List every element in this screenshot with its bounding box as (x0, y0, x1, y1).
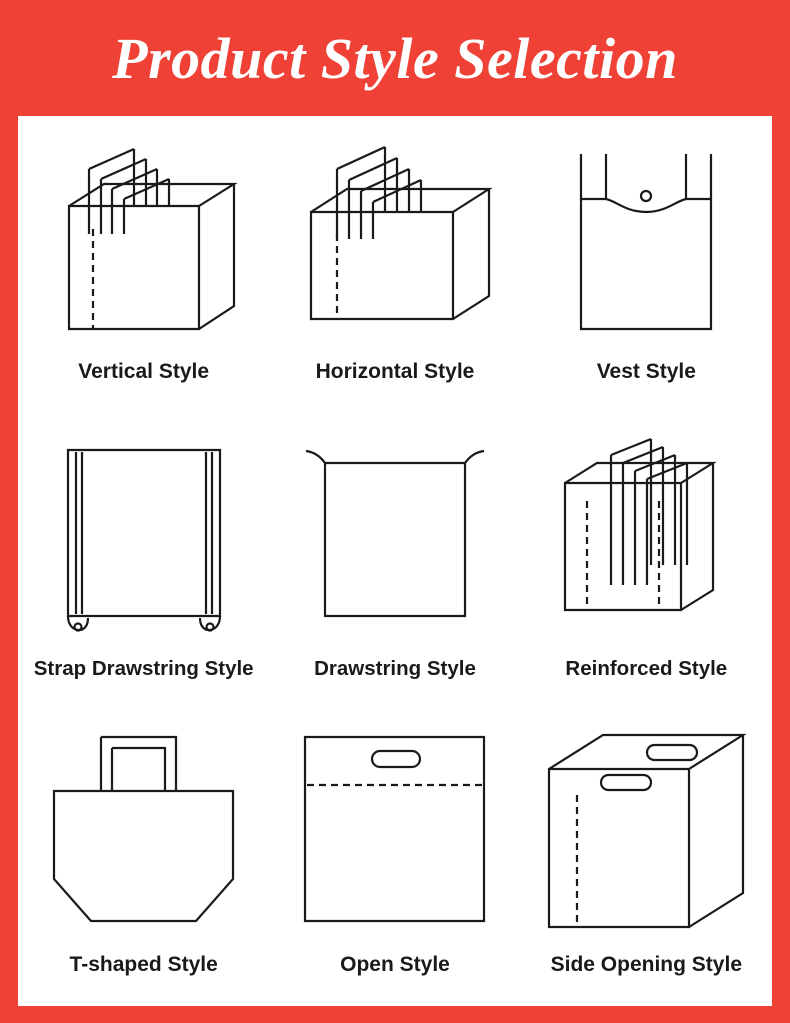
open-bag-icon (275, 719, 515, 949)
strap-drawstring-bag-icon (24, 423, 264, 653)
vest-bag-icon (526, 126, 766, 356)
t-shaped-bag-icon (24, 719, 264, 949)
style-card-vest[interactable] (521, 116, 772, 413)
reinforced-bag-icon (526, 423, 766, 653)
style-label-t-shaped: T-shaped Style (69, 953, 218, 977)
page-title: Product Style Selection (112, 25, 678, 91)
style-label-side-opening: Side Opening Style (550, 953, 742, 977)
drawstring-bag-icon (275, 423, 515, 653)
style-label-vertical: Vertical Style (78, 360, 210, 383)
style-card-open[interactable] (269, 709, 520, 1006)
horizontal-bag-icon (275, 126, 515, 356)
style-label-open: Open Style (340, 953, 450, 977)
style-card-horizontal[interactable] (269, 116, 520, 413)
style-card-drawstring[interactable] (269, 413, 520, 710)
style-card-vertical[interactable] (18, 116, 269, 413)
style-label-strap-drawstring: Strap Drawstring Style (33, 656, 254, 680)
styles-panel (18, 116, 772, 1006)
style-label-vest: Vest Style (596, 360, 696, 383)
vertical-bag-icon (24, 126, 264, 356)
style-card-side-opening[interactable] (521, 709, 772, 1006)
style-card-t-shaped[interactable] (18, 709, 269, 1006)
style-label-reinforced: Reinforced Style (565, 656, 728, 680)
side-opening-bag-icon (526, 719, 766, 949)
style-label-drawstring: Drawstring Style (314, 656, 476, 680)
style-card-strap-drawstring[interactable] (18, 413, 269, 710)
style-label-horizontal: Horizontal Style (315, 360, 475, 383)
styles-grid (18, 116, 772, 1006)
style-card-reinforced[interactable] (521, 413, 772, 710)
